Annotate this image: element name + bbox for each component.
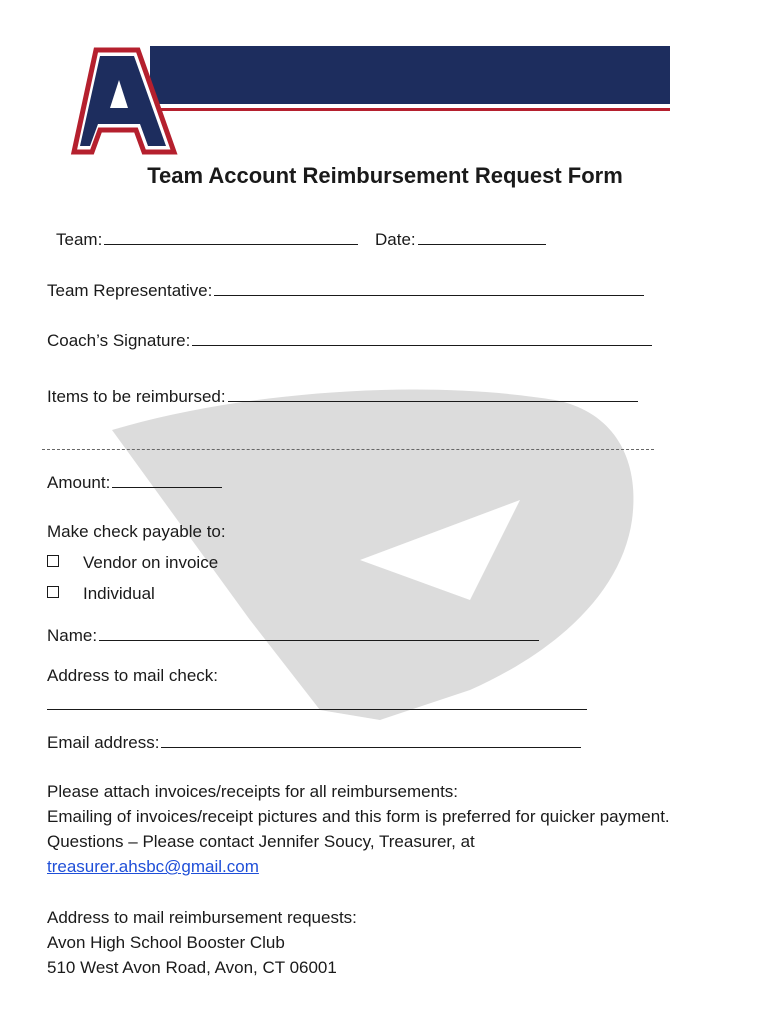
- email-blank[interactable]: [161, 732, 581, 748]
- team-field: Team:: [56, 229, 358, 250]
- signature-field: Coach’s Signature:: [47, 330, 652, 351]
- items-blank[interactable]: [228, 386, 638, 402]
- treasurer-email-link[interactable]: treasurer.ahsbc@gmail.com: [47, 857, 259, 876]
- mail-address-label: Address to mail check:: [47, 666, 219, 685]
- mailing-heading: Address to mail reimbursement requests:: [47, 908, 357, 927]
- note-attach: Please attach invoices/receipts for all reimbursements:: [47, 782, 459, 801]
- items-field: Items to be reimbursed:: [47, 386, 638, 407]
- form-title: Team Account Reimbursement Request Form: [147, 163, 623, 188]
- name-blank[interactable]: [99, 625, 539, 641]
- date-blank[interactable]: [418, 229, 546, 245]
- vendor-checkbox[interactable]: [47, 555, 59, 567]
- option-vendor[interactable]: Vendor on invoice: [47, 553, 218, 573]
- individual-checkbox[interactable]: [47, 586, 59, 598]
- mail-address-blank[interactable]: [47, 694, 587, 710]
- items-continuation-line[interactable]: [42, 449, 654, 450]
- mail-address-field: [47, 694, 587, 715]
- club-logo: [70, 44, 680, 156]
- note-questions: Questions – Please contact Jennifer Soucy, Treasurer, at: [47, 832, 475, 851]
- note-email-preferred: Emailing of invoices/receipt pictures and this form is preferred for quicker payment.: [47, 807, 670, 826]
- option-individual[interactable]: Individual: [47, 584, 155, 604]
- mailing-street: 510 West Avon Road, Avon, CT 06001: [47, 958, 337, 977]
- mailing-name: Avon High School Booster Club: [47, 933, 285, 952]
- representative-field: Team Representative:: [47, 280, 644, 301]
- name-field: Name:: [47, 625, 539, 646]
- payable-heading: Make check payable to:: [47, 522, 226, 541]
- amount-field: Amount:: [47, 472, 222, 493]
- email-field: Email address:: [47, 732, 581, 753]
- representative-blank[interactable]: [214, 280, 644, 296]
- amount-blank[interactable]: [112, 472, 222, 488]
- date-field: Date:: [375, 229, 546, 250]
- signature-blank[interactable]: [192, 330, 652, 346]
- team-blank[interactable]: [104, 229, 358, 245]
